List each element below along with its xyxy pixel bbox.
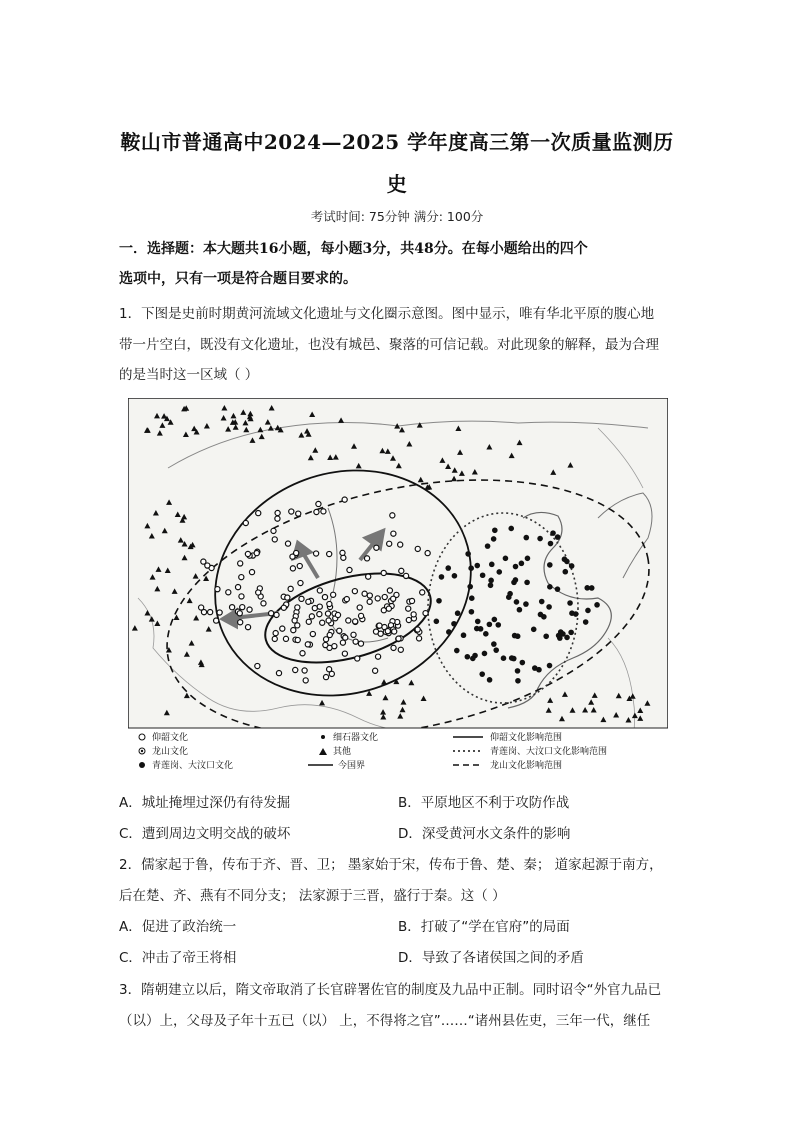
yangshao-site-marker [344, 596, 349, 601]
yangshao-site-marker [425, 550, 430, 555]
yangshao-site-marker [243, 520, 248, 525]
yangshao-site-marker [403, 573, 408, 578]
qinglian-site-marker [562, 556, 568, 562]
qinglian-site-marker [474, 563, 480, 569]
yangshao-site-marker [317, 604, 322, 609]
qinglian-site-marker [501, 655, 507, 661]
exam-title-line1: 鞍山市普通高中2024—2025 学年度高三第一次质量监测历 [120, 130, 674, 154]
qinglian-site-marker [525, 555, 531, 561]
qinglian-site-marker [492, 527, 498, 533]
yangshao-site-marker [358, 641, 363, 646]
yangshao-site-marker [322, 594, 327, 599]
qinglian-site-marker [465, 551, 471, 557]
yangshao-site-marker [290, 566, 295, 571]
yangshao-site-marker [320, 620, 325, 625]
yangshao-site-marker [398, 542, 403, 547]
yangshao-site-marker [373, 668, 378, 673]
yangshao-site-marker [327, 667, 332, 672]
q3-stem-line1: 3．隋朝建立以后，隋文帝取消了长官辟署佐官的制度及九品中正制。同时诏令“外官九品已 [119, 982, 662, 998]
yangshao-site-marker [335, 612, 340, 617]
qinglian-site-marker [536, 667, 542, 673]
yangshao-site-marker [411, 612, 416, 617]
yangshao-site-marker [269, 611, 274, 616]
yangshao-site-marker [314, 509, 319, 514]
qinglian-site-marker [489, 562, 495, 568]
qinglian-site-marker [594, 602, 600, 608]
yangshao-site-marker [398, 647, 403, 652]
qinglian-site-marker [520, 660, 526, 666]
yangshao-site-marker [351, 632, 356, 637]
qinglian-site-marker [511, 656, 517, 662]
yangshao-site-marker [317, 612, 322, 617]
yangshao-site-marker [415, 546, 420, 551]
yangshao-site-marker [297, 563, 302, 568]
qinglian-site-marker [548, 541, 554, 547]
yangshao-site-marker [387, 541, 392, 546]
legend-other: 其他 [333, 747, 352, 757]
yangshao-site-marker [367, 599, 372, 604]
qinglian-site-marker [496, 569, 502, 575]
qinglian-site-marker [539, 599, 545, 605]
qinglian-site-marker [483, 631, 489, 637]
yangshao-site-marker [261, 601, 266, 606]
yangshao-site-marker [325, 611, 330, 616]
qinglian-site-marker [547, 562, 553, 568]
yangshao-site-marker [353, 639, 358, 644]
qinglian-site-marker [517, 607, 523, 613]
q1-option-c[interactable]: C．遭到周边文明交战的破坏 [119, 826, 291, 842]
qinglian-site-marker [468, 565, 474, 571]
yangshao-site-marker [249, 569, 254, 574]
yangshao-site-marker [285, 595, 290, 600]
yangshao-site-marker [375, 654, 380, 659]
qinglian-site-marker [488, 578, 494, 584]
yangshao-site-marker [239, 575, 244, 580]
qinglian-site-marker [543, 633, 549, 639]
yangshao-site-marker [396, 636, 401, 641]
yangshao-site-marker [406, 617, 411, 622]
yangshao-site-marker [256, 511, 261, 516]
qinglian-site-marker [452, 573, 458, 579]
legend-qinglian: 青莲岗、大汶口文化 [152, 761, 234, 771]
yangshao-site-marker [317, 588, 322, 593]
yangshao-site-marker [280, 626, 285, 631]
qinglian-site-marker [451, 621, 457, 627]
yangshao-site-marker [306, 599, 311, 604]
q1-stem-line2: 带一片空白，既没有文化遗址，也没有城邑、聚落的可信记载。对此现象的解释，最为合理 [119, 337, 659, 353]
yangshao-site-marker [226, 590, 231, 595]
q2-option-a[interactable]: A．促进了政治统一 [119, 919, 237, 935]
yangshao-site-marker [392, 629, 397, 634]
yangshao-site-marker [377, 623, 382, 628]
qinglian-site-marker [583, 619, 589, 625]
yangshao-site-marker [245, 625, 250, 630]
yangshao-site-marker [409, 598, 414, 603]
yangshao-site-marker [385, 629, 390, 634]
legend-longshan-range: 龙山文化影响范围 [490, 761, 563, 771]
qinglian-site-marker [547, 663, 553, 669]
qinglian-site-marker [478, 626, 484, 632]
yangshao-site-marker [357, 605, 362, 610]
yangshao-site-marker [342, 651, 347, 656]
yangshao-site-marker [291, 628, 296, 633]
legend-border: 今国界 [338, 761, 366, 771]
yangshao-site-marker [201, 559, 206, 564]
yangshao-site-marker [310, 631, 315, 636]
yangshao-site-marker [327, 601, 332, 606]
qinglian-site-marker [546, 604, 552, 610]
qinglian-site-marker [455, 610, 461, 616]
qinglian-site-marker [488, 582, 494, 588]
qinglian-site-marker [475, 619, 481, 625]
yangshao-site-marker [323, 642, 328, 647]
yangshao-site-marker [295, 605, 300, 610]
yangshao-site-marker [355, 656, 360, 661]
yangshao-site-marker [240, 605, 245, 610]
qinglian-site-marker [507, 591, 513, 597]
qinglian-site-marker [515, 668, 521, 674]
yangshao-site-marker [340, 550, 345, 555]
yangshao-site-marker [341, 555, 346, 560]
yangshao-site-marker [347, 567, 352, 572]
qinglian-site-marker [439, 574, 445, 580]
qinglian-site-marker [585, 608, 591, 614]
yangshao-site-marker [289, 509, 294, 514]
qinglian-site-marker [503, 556, 509, 562]
qinglian-site-marker [573, 611, 579, 617]
qinglian-site-marker [469, 609, 475, 615]
q1-stem-line3: 的是当时这一区域（ ） [119, 367, 259, 383]
yangshao-site-marker [215, 587, 220, 592]
yangshao-site-marker [367, 593, 372, 598]
yangshao-site-marker [375, 596, 380, 601]
yangshao-site-marker [271, 528, 276, 533]
qinglian-site-marker [495, 622, 501, 628]
yangshao-site-marker [323, 674, 328, 679]
qinglian-site-marker [436, 598, 442, 604]
yangshao-site-marker [255, 663, 260, 668]
yangshao-site-marker [294, 550, 299, 555]
yangshao-site-marker [302, 668, 307, 673]
yangshao-site-marker [272, 636, 277, 641]
yangshao-site-marker [237, 611, 242, 616]
qinglian-site-marker [514, 599, 520, 605]
qinglian-site-marker [589, 585, 595, 591]
yangshao-site-marker [247, 607, 252, 612]
yangshao-site-marker [386, 606, 391, 611]
yangshao-site-marker [235, 585, 240, 590]
yangshao-site-marker [353, 619, 358, 624]
yangshao-site-marker [343, 635, 348, 640]
yangshao-site-marker [399, 568, 404, 573]
yangshao-site-marker [303, 678, 308, 683]
qinglian-site-marker [479, 671, 485, 677]
q1-stem-line1: 1．下图是史前时期黄河流域文化遗址与文化圈示意图。图中显示，唯有华北平原的腹心地 [119, 306, 655, 322]
yangshao-site-marker [309, 614, 314, 619]
yangshao-site-marker [217, 610, 222, 615]
qinglian-site-marker [513, 564, 519, 570]
yangshao-site-marker [239, 594, 244, 599]
yangshao-site-marker [362, 591, 367, 596]
yangshao-site-marker [342, 497, 347, 502]
yangshao-site-marker [406, 606, 411, 611]
yangshao-site-marker [374, 545, 379, 550]
legend-yangshao: 仰韶文化 [152, 733, 189, 743]
yangshao-site-marker [326, 618, 331, 623]
yangshao-site-marker [346, 618, 351, 623]
legend-xishiqi: 细石器文化 [333, 733, 379, 743]
section-heading-line1: 一．选择题：本大题共16小题，每小题3分，共48分。在每小题给出的四个 [119, 241, 588, 257]
yangshao-site-marker [273, 631, 278, 636]
qinglian-site-marker [562, 569, 568, 575]
yangshao-site-marker [295, 623, 300, 628]
qinglian-site-marker [531, 626, 537, 632]
yangshao-site-marker [199, 605, 204, 610]
qinglian-site-marker [567, 600, 573, 606]
qinglian-site-marker [512, 633, 518, 639]
exam-info: 考试时间: 75分钟 满分: 100分 [310, 209, 484, 224]
qinglian-site-marker [568, 630, 574, 636]
yangshao-site-marker [275, 516, 280, 521]
yangshao-site-marker [299, 596, 304, 601]
qinglian-site-marker [492, 617, 498, 623]
culture-map-figure [128, 398, 668, 776]
yangshao-site-marker [331, 592, 336, 597]
yangshao-site-marker [283, 636, 288, 641]
yangshao-site-marker [313, 551, 318, 556]
qinglian-site-marker [480, 572, 486, 578]
yangshao-site-marker [387, 588, 392, 593]
yangshao-site-marker [337, 628, 342, 633]
yangshao-site-marker [272, 537, 277, 542]
yangshao-site-marker [423, 611, 428, 616]
yangshao-site-marker [366, 574, 371, 579]
qinglian-site-marker [487, 677, 493, 683]
qinglian-site-marker [508, 526, 514, 532]
yangshao-site-marker [295, 637, 300, 642]
qinglian-site-marker [524, 580, 530, 586]
yangshao-site-marker [364, 556, 369, 561]
yangshao-site-marker [391, 645, 396, 650]
qinglian-site-marker [445, 565, 451, 571]
yangshao-site-marker [391, 596, 396, 601]
legend-yangshao-range: 仰韶文化影响范围 [490, 733, 563, 743]
yangshao-site-marker [256, 590, 261, 595]
yangshao-site-marker [293, 667, 298, 672]
yangshao-site-marker [296, 511, 301, 516]
yangshao-site-marker [391, 531, 396, 536]
legend-longshan: 龙山文化 [152, 747, 189, 757]
qinglian-site-marker [454, 648, 460, 654]
yangshao-site-marker [245, 551, 250, 556]
yangshao-site-marker [321, 509, 326, 514]
qinglian-site-marker [434, 619, 440, 625]
yangshao-site-marker [254, 551, 259, 556]
qinglian-site-marker [569, 563, 575, 569]
q1-option-b[interactable]: B．平原地区不利于攻防作战 [398, 795, 570, 811]
qinglian-site-marker [467, 584, 473, 590]
qinglian-site-marker [564, 635, 570, 641]
yangshao-site-marker [281, 605, 286, 610]
q1-option-a[interactable]: A．城址掩埋过深仍有待发掘 [119, 795, 291, 811]
qinglian-site-marker [555, 534, 561, 540]
qinglian-site-marker [470, 656, 476, 662]
yangshao-site-marker [305, 642, 310, 647]
yangshao-site-marker [274, 612, 279, 617]
qinglian-site-marker [550, 530, 556, 536]
q2-stem-line1: 2．儒家起于鲁，传布于齐、晋、卫； 墨家始于宋，传布于鲁、楚、秦； 道家起源于南方， [119, 857, 663, 873]
qinglian-site-marker [491, 536, 497, 542]
yangshao-site-marker [390, 513, 395, 518]
yangshao-site-marker [229, 605, 234, 610]
yangshao-site-marker [381, 570, 386, 575]
yangshao-site-marker [352, 589, 357, 594]
yangshao-site-marker [415, 627, 420, 632]
map-legend [128, 728, 668, 776]
culture-map [128, 398, 668, 776]
section-heading-line2: 选项中，只有一项是符合题目要求的。 [119, 271, 357, 287]
qinglian-site-marker [537, 536, 543, 542]
q1-option-d[interactable]: D．深受黄河水文条件的影响 [398, 826, 571, 842]
yangshao-site-marker [382, 594, 387, 599]
yangshao-site-marker [238, 620, 243, 625]
qinglian-site-marker [482, 651, 488, 657]
yangshao-site-marker [316, 501, 321, 506]
qinglian-site-marker [487, 622, 493, 628]
yangshao-site-marker [420, 590, 425, 595]
qinglian-site-marker [513, 577, 519, 583]
exam-title-line2: 史 [386, 172, 408, 196]
q2-stem-line2: 后在楚、齐、燕有不同分支； 法家源于三晋，盛行于秦。这（ ） [119, 888, 506, 904]
yangshao-site-marker [276, 670, 281, 675]
qinglian-site-marker [515, 678, 521, 684]
yangshao-site-marker [416, 636, 421, 641]
qinglian-site-marker [538, 612, 544, 618]
yangshao-site-marker [238, 561, 243, 566]
qinglian-site-marker [523, 601, 529, 607]
yangshao-site-marker [340, 640, 345, 645]
qinglian-site-marker [461, 632, 467, 638]
yangshao-site-marker [214, 618, 219, 623]
qinglian-site-marker [465, 654, 471, 660]
yangshao-site-marker [298, 580, 303, 585]
yangshao-site-marker [300, 651, 305, 656]
yangshao-site-marker [208, 609, 213, 614]
yangshao-site-marker [285, 541, 290, 546]
yangshao-site-marker [306, 619, 311, 624]
legend-qinglian-range: 青莲岗、大汶口文化影响范围 [490, 747, 608, 757]
q2-option-c[interactable]: C．冲击了帝王将相 [119, 950, 237, 966]
qinglian-site-marker [555, 586, 561, 592]
yangshao-site-marker [288, 586, 293, 591]
qinglian-site-marker [469, 595, 475, 601]
yangshao-site-marker [358, 613, 363, 618]
qinglian-site-marker [493, 647, 499, 653]
q3-stem-line2: （以）上，父母及子年十五已（以） 上，不得将之官”……“诸州县佐吏，三年一代，继任 [119, 1013, 651, 1029]
qinglian-site-marker [519, 561, 525, 567]
yangshao-site-marker [327, 551, 332, 556]
yangshao-site-marker [378, 631, 383, 636]
qinglian-site-marker [523, 535, 529, 541]
yangshao-site-marker [275, 510, 280, 515]
yangshao-site-marker [327, 632, 332, 637]
q2-option-b[interactable]: B．打破了“学在官府”的局面 [398, 919, 570, 935]
qinglian-site-marker [491, 641, 497, 647]
q2-option-d[interactable]: D．导致了各诸侯国之间的矛盾 [398, 950, 584, 966]
qinglian-site-marker [547, 584, 553, 590]
qinglian-site-marker [485, 543, 491, 549]
qinglian-site-marker [446, 629, 452, 635]
